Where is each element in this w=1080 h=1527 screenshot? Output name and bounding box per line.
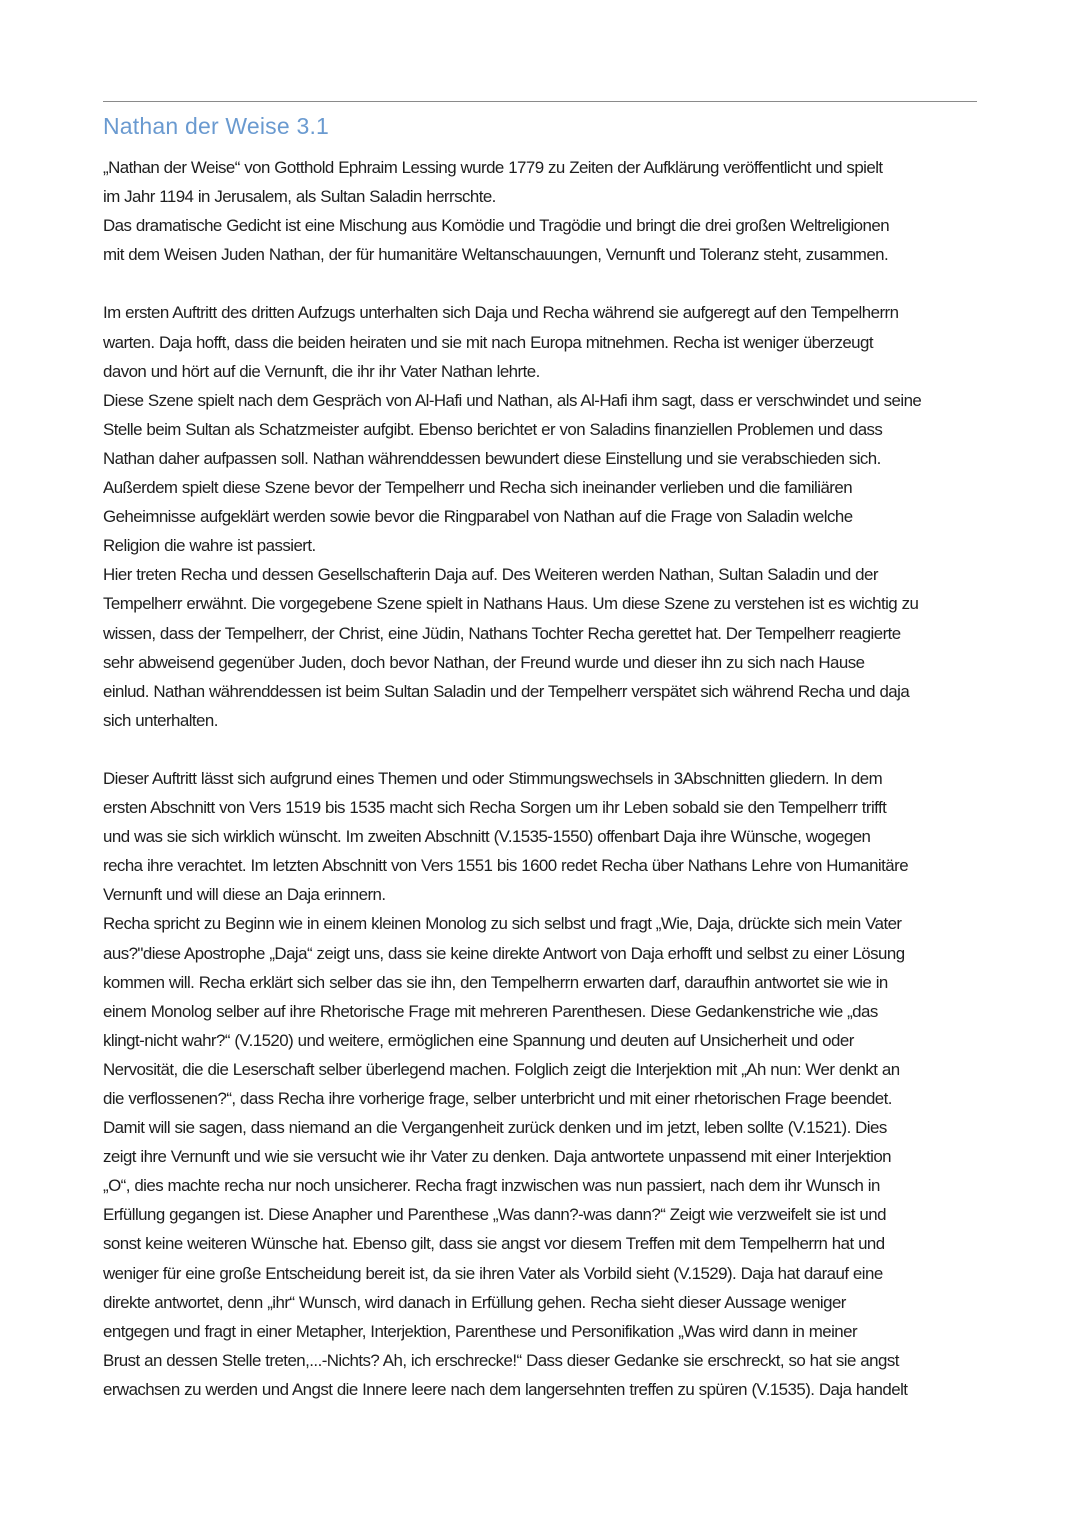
page-title: Nathan der Weise 3.1	[103, 113, 330, 139]
text-line: weniger für eine große Entscheidung bereit ist, da sie ihren Vater als Vorbild sieht (V.1529). Daja hat darauf eine	[103, 1263, 883, 1283]
text-line: Stelle beim Sultan als Schatzmeister aufgibt. Ebenso berichtet er von Saladins finanziellen Problemen und dass	[103, 419, 883, 439]
document-body	[103, 153, 983, 1404]
text-line: Das dramatische Gedicht ist eine Mischung aus Komödie und Tragödie und bringt die drei großen Weltreligionen	[103, 216, 890, 236]
text-line: „Nathan der Weise“ von Gotthold Ephraim Lessing wurde 1779 zu Zeiten der Aufklärung veröffentlicht und spielt	[103, 158, 883, 177]
text-line: entgegen und fragt in einer Metapher, Interjektion, Parenthese und Personifikation „Was wird dann in meiner	[103, 1321, 858, 1341]
text-line: ersten Abschnitt von Vers 1519 bis 1535 macht sich Recha Sorgen um ihr Leben sobald sie den Tempelherr trifft	[103, 798, 887, 818]
text-line: sonst keine weiteren Wünsche hat. Ebenso gilt, dass sie angst vor diesem Treffen mit dem Tempelherrn hat und	[103, 1234, 885, 1254]
text-line: erwachsen zu werden und Angst die Innere leere nach dem langersehnten treffen zu spüren (V.1535). Daja handelt	[103, 1379, 908, 1399]
text-line: wissen, dass der Tempelherr, der Christ, eine Jüdin, Nathans Tochter Recha gerettet hat. Der Tempelherr reagierte	[103, 623, 901, 643]
text-line: aus?"diese Apostrophe „Daja“ zeigt uns, dass sie keine direkte Antwort von Daja erhofft und selbst zu einer Lösung	[103, 943, 905, 963]
text-line: Tempelherr erwähnt. Die vorgegebene Szene spielt in Nathans Haus. Um diese Szene zu verstehen ist es wichtig zu	[103, 594, 919, 614]
text-line: recha ihre verachtet. Im letzten Abschnitt von Vers 1551 bis 1600 redet Recha über Nathans Lehre von Humanitäre	[103, 856, 909, 876]
text-line: sich unterhalten.	[103, 710, 218, 730]
paragraph-spacer	[103, 269, 983, 298]
text-line: Im ersten Auftritt des dritten Aufzugs unterhalten sich Daja und Recha während sie aufgeregt auf den Tempelherrn	[103, 303, 899, 323]
text-line: einem Monolog selber auf ihre Rhetorische Frage mit mehreren Parenthesen. Diese Gedankenstriche wie „das	[103, 1001, 878, 1021]
text-line: und was sie sich wirklich wünscht. Im zweiten Abschnitt (V.1535-1550) offenbart Daja ihre Wünsche, wogegen	[103, 827, 871, 847]
text-line: im Jahr 1194 in Jerusalem, als Sultan Saladin herrschte.	[103, 187, 496, 207]
text-line: klingt-nicht wahr?“ (V.1520) und weitere, ermöglichen eine Spannung und deuten auf Unsicherheit und oder	[103, 1030, 854, 1050]
text-line: Damit will sie sagen, dass niemand an die Vergangenheit zurück denken und im jetzt, leben sollte (V.1521). Dies	[103, 1118, 887, 1138]
text-line: Vernunft und will diese an Daja erinnern.	[103, 885, 386, 905]
text-line: sehr abweisend gegenüber Juden, doch bevor Nathan, der Freund wurde und dieser ihn zu sich nach Hause	[103, 652, 865, 672]
text-line: Dieser Auftritt lässt sich aufgrund eines Themen und oder Stimmungswechsels in 3Abschnitten gliedern. In dem	[103, 768, 883, 788]
text-line: Geheimnisse aufgeklärt werden sowie bevor die Ringparabel von Nathan auf die Frage von Saladin welche	[103, 507, 853, 527]
text-line: „O“, dies machte recha nur noch unsicherer. Recha fragt inzwischen was nun passiert, nach dem ihr Wunsch in	[103, 1176, 880, 1196]
text-line: Außerdem spielt diese Szene bevor der Tempelherr und Recha sich ineinander verlieben und die familiären	[103, 478, 853, 498]
text-line: Religion die wahre ist passiert.	[103, 536, 316, 556]
text-line: Nervosität, die die Leserschaft selber überlegend machen. Folglich zeigt die Interjektion mit „Ah nun: Wer denkt an	[103, 1059, 900, 1079]
text-line: die verflossenen?“, dass Recha ihre vorherige frage, selber unterbricht und mit einer rhetorischen Frage beendet.	[103, 1089, 892, 1108]
text-line: Recha spricht zu Beginn wie in einem kleinen Monolog zu sich selbst und fragt „Wie, Daja, drückte sich mein Vater	[103, 914, 902, 934]
text-line: Brust an dessen Stelle treten,...-Nichts? Ah, ich erschrecke!“ Dass dieser Gedanke sie erschreckt, so hat sie angst	[103, 1350, 899, 1370]
text-line: Hier treten Recha und dessen Gesellschafterin Daja auf. Des Weiteren werden Nathan, Sultan Saladin und der	[103, 565, 878, 585]
paragraph-spacer	[103, 735, 983, 764]
text-line: mit dem Weisen Juden Nathan, der für humanitäre Weltanschauungen, Vernunft und Toleranz steht, zusammen.	[103, 245, 889, 265]
text-line: kommen will. Recha erklärt sich selber das sie ihn, den Tempelherrn erwarten darf, daraufhin antwortet sie wie in	[103, 972, 888, 992]
text-line: davon und hört auf die Vernunft, die ihr ihr Vater Nathan lehrte.	[103, 361, 540, 381]
header-divider	[103, 101, 977, 102]
text-line: Nathan daher aufpassen soll. Nathan währenddessen bewundert diese Einstellung und sie verabschieden sich.	[103, 448, 881, 468]
text-line: warten. Daja hofft, dass die beiden heiraten und sie mit nach Europa mitnehmen. Recha ist weniger überzeugt	[103, 332, 874, 352]
text-line: Diese Szene spielt nach dem Gespräch von Al-Hafi und Nathan, als Al-Hafi ihm sagt, dass er verschwindet und seine	[103, 390, 922, 410]
text-line: einlud. Nathan währenddessen ist beim Sultan Saladin und der Tempelherr verspätet sich während Recha und daja	[103, 681, 910, 701]
text-line: direkte antwortet, denn „ihr“ Wunsch, wird danach in Erfüllung gehen. Recha sieht dieser Aussage weniger	[103, 1292, 846, 1312]
text-line: zeigt ihre Vernunft und wie sie versucht wie ihr Vater zu denken. Daja antwortete unpassend mit einer Interjektion	[103, 1147, 892, 1167]
text-line: Erfüllung gegangen ist. Diese Anapher und Parenthese „Was dann?-was dann?“ Zeigt wie verzweifelt sie ist und	[103, 1205, 886, 1225]
